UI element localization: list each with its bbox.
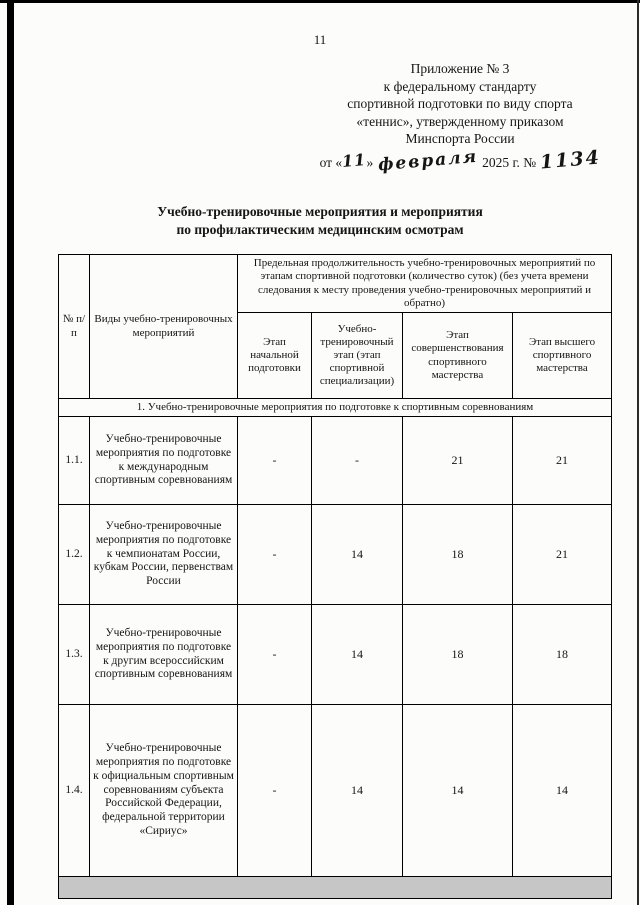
row-value-initial: - <box>238 605 312 705</box>
row-value-initial: - <box>238 705 312 877</box>
table-row-1-1 <box>59 417 612 505</box>
row-value-initial: - <box>238 505 312 605</box>
row-value-training: - <box>312 417 403 505</box>
row-value-highest: 21 <box>513 505 612 605</box>
header-line-1: Приложение № 3 <box>410 61 510 76</box>
header-line-5: Минспорта России <box>405 131 515 147</box>
table-row-1-2 <box>59 505 612 605</box>
row-name: Учебно-тренировочные мероприятия по подготовке к чемпионатам России, кубкам России, первенствам России <box>90 505 238 605</box>
table-row-1-3 <box>59 605 612 705</box>
row-value-initial: - <box>238 417 312 505</box>
date-line <box>295 146 625 176</box>
table-partial-row <box>59 877 612 899</box>
row-name: Учебно-тренировочные мероприятия по подготовке к другим всероссийским спортивным соревнованиям <box>90 605 238 705</box>
row-number: 1.2. <box>59 505 90 605</box>
col-header-stage-improvement: Этап совершенствования спортивного мастерства <box>403 313 513 399</box>
document-title <box>30 203 610 239</box>
handwritten-day: 11 <box>341 149 368 171</box>
row-value-highest: 21 <box>513 417 612 505</box>
header-line-2: к федеральному стандарту <box>383 78 537 94</box>
row-value-training: 14 <box>312 505 403 605</box>
title-line-2: по профилактическим медицинским осмотрам <box>176 222 464 238</box>
row-value-highest: 14 <box>513 705 612 877</box>
handwritten-month: февраля <box>376 146 479 176</box>
page-number: 11 <box>313 32 327 47</box>
row-value-improvement: 14 <box>403 705 513 877</box>
handwritten-number: 1134 <box>538 146 602 174</box>
training-events-table <box>58 254 612 899</box>
row-value-training: 14 <box>312 705 403 877</box>
row-value-improvement: 18 <box>403 505 513 605</box>
header-line-3: спортивной подготовки по виду спорта <box>347 96 573 112</box>
table-row-1-4 <box>59 705 612 877</box>
col-header-stage-training: Учебно-тренировочный этап (этап спортивной специализации) <box>312 313 403 399</box>
row-value-improvement: 21 <box>403 417 513 505</box>
section-1-header: 1. Учебно-тренировочные мероприятия по подготовке к спортивным соревнованиям <box>59 399 612 417</box>
col-header-types: Виды учебно-тренировочных мероприятий <box>90 255 238 399</box>
row-value-improvement: 18 <box>403 605 513 705</box>
date-prefix: от « <box>319 154 343 170</box>
scan-edge-right <box>637 0 639 905</box>
row-value-training: 14 <box>312 605 403 705</box>
row-name: Учебно-тренировочные мероприятия по подготовке к международным спортивным соревнованиям <box>90 417 238 505</box>
table-header-row-1 <box>59 255 612 313</box>
appendix-header <box>295 60 625 176</box>
scan-edge-left <box>7 0 14 905</box>
row-number: 1.4. <box>59 705 90 877</box>
col-header-npp: № п/п <box>59 255 90 399</box>
partial-row-cell <box>59 877 612 899</box>
section-row <box>59 399 612 417</box>
scan-edge-top <box>0 0 640 3</box>
title-line-1: Учебно-тренировочные мероприятия и мероприятия <box>157 204 483 219</box>
col-header-stage-initial: Этап начальной подготовки <box>238 313 312 399</box>
row-name: Учебно-тренировочные мероприятия по подготовке к официальным спортивным соревнованиям субъекта Российской Федерации, федеральной территории «Сириус» <box>90 705 238 877</box>
col-header-duration: Предельная продолжительность учебно-тренировочных мероприятий по этапам спортивной подготовки (количество суток) (без учета времени следования к месту проведения учебно-тренировочных мероприятий и обратно) <box>238 255 612 313</box>
col-header-stage-highest: Этап высшего спортивного мастерства <box>513 313 612 399</box>
row-number: 1.1. <box>59 417 90 505</box>
date-after-day: » <box>366 154 374 170</box>
header-line-4: «теннис», утвержденному приказом <box>356 113 564 129</box>
row-value-highest: 18 <box>513 605 612 705</box>
date-year: 2025 г. № <box>482 154 537 170</box>
row-number: 1.3. <box>59 605 90 705</box>
